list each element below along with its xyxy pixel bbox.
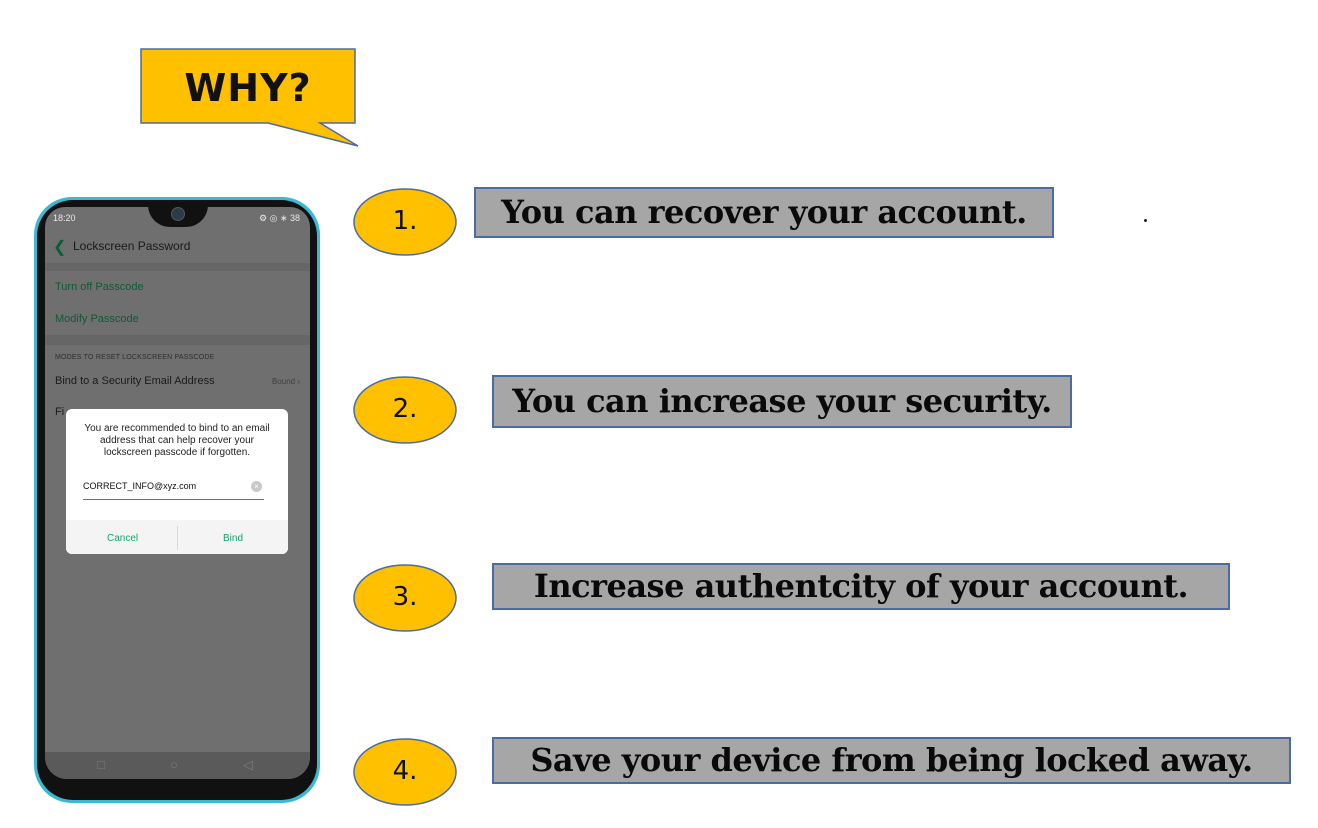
number-label: 2. (392, 394, 418, 424)
status-icons: ⚙ ◎ ∗ 38 (259, 213, 300, 223)
cancel-button[interactable]: Cancel (107, 533, 139, 544)
system-nav-bar (45, 752, 310, 779)
divider (45, 335, 310, 345)
number-label: 3. (392, 582, 418, 612)
bind-status (272, 377, 300, 386)
back-chevron-icon[interactable]: ❮ (53, 239, 67, 256)
phone-side-button (0, 0, 1318, 34)
screen-header (45, 229, 310, 263)
number-oval-3 (353, 564, 457, 632)
recents-icon[interactable]: □ (97, 757, 105, 772)
number-label: 1. (392, 206, 418, 236)
divider (45, 263, 310, 271)
number-oval-1 (353, 188, 457, 256)
statement-box-4: Save your device from being locked away. (492, 737, 1291, 784)
back-icon[interactable]: ◁ (243, 757, 253, 772)
number-label: 4. (392, 756, 418, 786)
turn-off-passcode-item[interactable]: Turn off Passcode (55, 281, 144, 293)
camera-icon (171, 207, 185, 221)
input-underline (83, 499, 264, 500)
statement-box-2: You can increase your security. (492, 375, 1072, 428)
number-oval-4 (353, 738, 457, 806)
statement-box-1: You can recover your account. (474, 187, 1054, 238)
callout-text: WHY? (184, 66, 312, 110)
section-label: MODES TO RESET LOCKSCREEN PASSCODE (55, 354, 215, 361)
button-divider (177, 526, 178, 550)
bind-email-dialog (66, 409, 288, 554)
modify-passcode-item[interactable]: Modify Passcode (55, 313, 139, 325)
bind-email-item[interactable]: Bind to a Security Email Address (55, 375, 215, 387)
screen-title: Lockscreen Password (73, 239, 191, 253)
bind-status-text: Bound (271, 377, 296, 386)
number-oval-2 (353, 376, 457, 444)
bind-button[interactable]: Bind (223, 533, 244, 544)
stray-dot (1144, 219, 1147, 222)
statement-box-3: Increase authentcity of your account. (492, 563, 1230, 610)
why-callout (140, 48, 356, 146)
dialog-message: You are recommended to bind to an email address that can help recover your lockscreen passcode if forgotten. (84, 423, 270, 458)
partial-menu-item[interactable]: Fi (55, 406, 65, 418)
status-time: 18:20 (53, 213, 76, 223)
email-input[interactable]: CORRECT_INFO@xyz.com (83, 481, 197, 491)
home-icon[interactable]: ○ (170, 757, 178, 772)
clear-icon[interactable]: × (251, 481, 262, 492)
chevron-right-icon: › (297, 377, 300, 386)
phone-screen (45, 207, 310, 779)
